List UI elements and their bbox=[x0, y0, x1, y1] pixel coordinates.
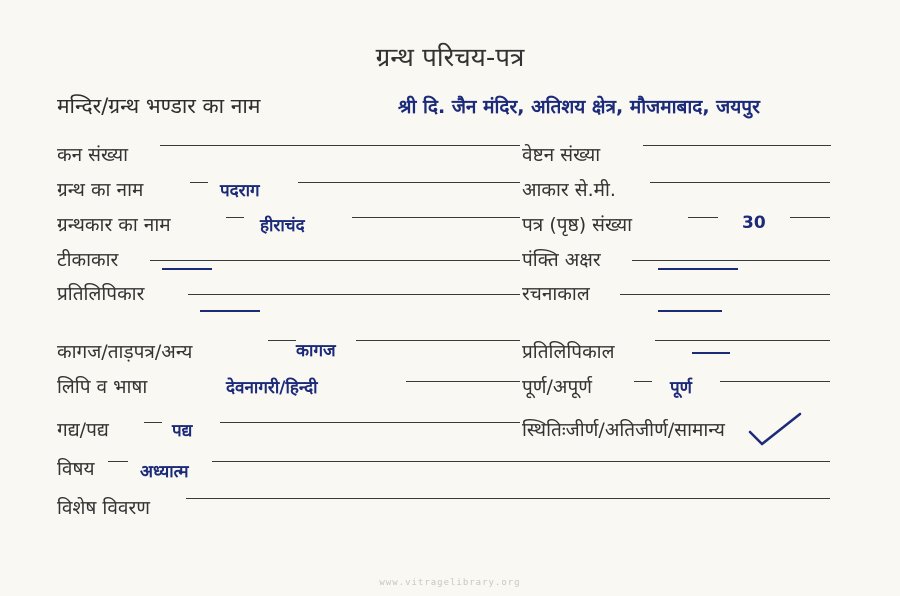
size-line bbox=[650, 182, 830, 183]
author-label: ग्रन्थकार का नाम bbox=[57, 214, 171, 236]
book-name-label: ग्रन्थ का नाम bbox=[57, 179, 144, 201]
pages-line-b bbox=[790, 217, 830, 218]
author-line-a bbox=[226, 217, 244, 218]
commentator-label: टीकाकार bbox=[57, 249, 119, 271]
material-value: कागज bbox=[296, 341, 336, 361]
subject-line-b bbox=[212, 461, 830, 462]
completeness-line-b bbox=[720, 381, 830, 382]
pages-value: 30 bbox=[742, 213, 766, 233]
composition-period-label: रचनाकाल bbox=[522, 283, 590, 305]
book-name-line-b bbox=[298, 182, 520, 183]
form-row-1 bbox=[0, 141, 900, 175]
copyist-blank-dash bbox=[200, 310, 260, 312]
prose-poetry-label: गद्य/पद्य bbox=[57, 419, 109, 441]
condition-check-icon bbox=[748, 412, 804, 448]
commentator-line bbox=[150, 260, 520, 261]
form-title: ग्रन्थ परिचय-पत्र bbox=[375, 43, 525, 73]
temple-label: मन्दिर/ग्रन्थ भण्डार का नाम bbox=[57, 94, 261, 118]
line-letters-label: पंक्ति अक्षर bbox=[522, 249, 601, 271]
script-language-value: देवनागरी/हिन्दी bbox=[226, 378, 318, 398]
line-letters-blank-dash bbox=[658, 268, 738, 270]
copy-period-blank-dash bbox=[692, 352, 730, 354]
wrapper-line bbox=[643, 145, 831, 146]
pages-label: पत्र (पृष्ठ) संख्या bbox=[522, 214, 633, 236]
material-line-a bbox=[268, 340, 296, 341]
completeness-line-a bbox=[634, 381, 652, 382]
subject-value: अध्यात्म bbox=[140, 462, 189, 482]
form-row-8 bbox=[0, 416, 900, 450]
composition-period-blank-dash bbox=[658, 310, 722, 312]
composition-period-line bbox=[620, 294, 830, 295]
line-letters-line bbox=[632, 260, 830, 261]
form-row-3 bbox=[0, 211, 900, 245]
pages-line-a bbox=[688, 217, 718, 218]
script-language-label: लिपि व भाषा bbox=[57, 376, 148, 398]
serial-label: कन संख्या bbox=[57, 144, 129, 166]
completeness-value: पूर्ण bbox=[670, 378, 692, 398]
form-row-10 bbox=[0, 494, 900, 528]
serial-line bbox=[160, 145, 520, 146]
form-row-5 bbox=[0, 280, 900, 314]
commentator-blank-dash bbox=[162, 268, 212, 270]
copy-period-label: प्रतिलिपिकाल bbox=[522, 341, 615, 363]
prose-poetry-line-b bbox=[220, 422, 520, 423]
temple-value: श्री दि. जैन मंदिर, अतिशय क्षेत्र, मौजमाबाद, जयपुर bbox=[398, 96, 760, 118]
author-line-b bbox=[352, 217, 520, 218]
prose-poetry-value: पद्य bbox=[172, 421, 193, 441]
subject-line-a bbox=[108, 461, 128, 462]
size-label: आकार से.मी. bbox=[522, 179, 616, 201]
form-row-6 bbox=[0, 330, 900, 364]
special-details-label: विशेष विवरण bbox=[57, 497, 150, 519]
script-language-line bbox=[406, 381, 520, 382]
author-value: हीराचंद bbox=[260, 216, 305, 236]
copyist-line bbox=[188, 294, 520, 295]
prose-poetry-line-a bbox=[144, 422, 162, 423]
completeness-label: पूर्ण/अपूर्ण bbox=[522, 376, 592, 398]
form-row-7 bbox=[0, 373, 900, 407]
material-line-b bbox=[356, 340, 520, 341]
form-row-4 bbox=[0, 246, 900, 280]
material-label: कागज/ताड़पत्र/अन्य bbox=[57, 341, 193, 363]
subject-label: विषय bbox=[57, 458, 95, 480]
form-row-9 bbox=[0, 455, 900, 489]
book-name-value: पदराग bbox=[220, 181, 260, 201]
copy-period-line bbox=[655, 340, 830, 341]
form-row-2 bbox=[0, 176, 900, 210]
watermark: www.vitragelibrary.org bbox=[379, 578, 521, 588]
book-name-line-a bbox=[190, 182, 208, 183]
special-details-line bbox=[186, 498, 830, 499]
wrapper-label: वेष्टन संख्या bbox=[522, 144, 601, 166]
copyist-label: प्रतिलिपिकार bbox=[57, 283, 145, 305]
condition-label: स्थितिःजीर्ण/अतिजीर्ण/सामान्य bbox=[522, 419, 725, 441]
